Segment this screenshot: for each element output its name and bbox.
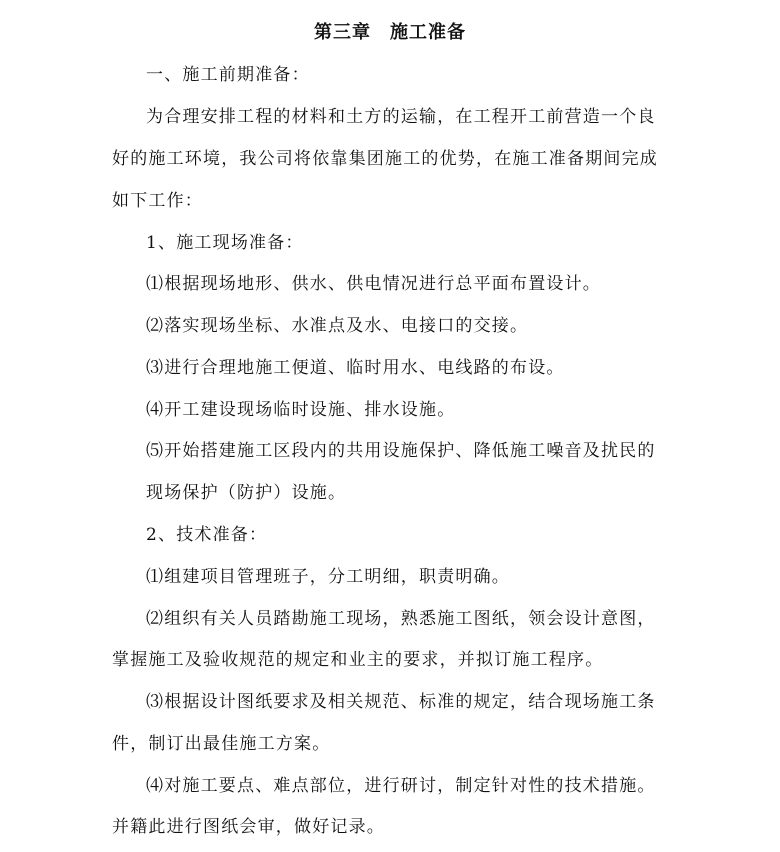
paragraph-line: 为合理安排工程的材料和土方的运输，在工程开工前营造一个良 — [146, 107, 656, 127]
section-heading-1: 一、施工前期准备： — [146, 65, 310, 85]
list-item-continuation: 掌握施工及验收规范的规定和业主的要求，并拟订施工程序。 — [112, 650, 604, 670]
list-item-continuation: 件，制订出最佳施工方案。 — [112, 734, 331, 754]
list-item: ⑵组织有关人员踏勘施工现场，熟悉施工图纸，领会设计意图， — [146, 609, 656, 629]
paragraph-line: 如下工作： — [112, 191, 203, 211]
list-item: ⑵落实现场坐标、水准点及水、电接口的交接。 — [146, 316, 529, 336]
subsection-heading-2: 2、技术准备： — [146, 525, 268, 545]
list-item: ⑶根据设计图纸要求及相关规范、标准的规定，结合现场施工条 — [146, 692, 656, 712]
list-item-continuation: 并籍此进行图纸会审，做好记录。 — [112, 817, 385, 837]
list-item: ⑴根据现场地形、供水、供电情况进行总平面布置设计。 — [146, 274, 601, 294]
list-item: ⑷对施工要点、难点部位，进行研讨，制定针对性的技术措施。 — [146, 776, 656, 796]
list-item: ⑶进行合理地施工便道、临时用水、电线路的布设。 — [146, 358, 565, 378]
chapter-title: 第三章 施工准备 — [314, 22, 466, 43]
list-item: ⑸开始搭建施工区段内的共用设施保护、降低施工噪音及扰民的 — [146, 441, 656, 461]
list-item: ⑴组建项目管理班子，分工明细，职责明确。 — [146, 567, 510, 587]
list-item: ⑷开工建设现场临时设施、排水设施。 — [146, 400, 456, 420]
subsection-heading-1: 1、施工现场准备： — [146, 233, 304, 253]
paragraph-line: 好的施工环境，我公司将依靠集团施工的优势，在施工准备期间完成 — [112, 149, 658, 169]
list-item-continuation: 现场保护（防护）设施。 — [146, 483, 347, 503]
